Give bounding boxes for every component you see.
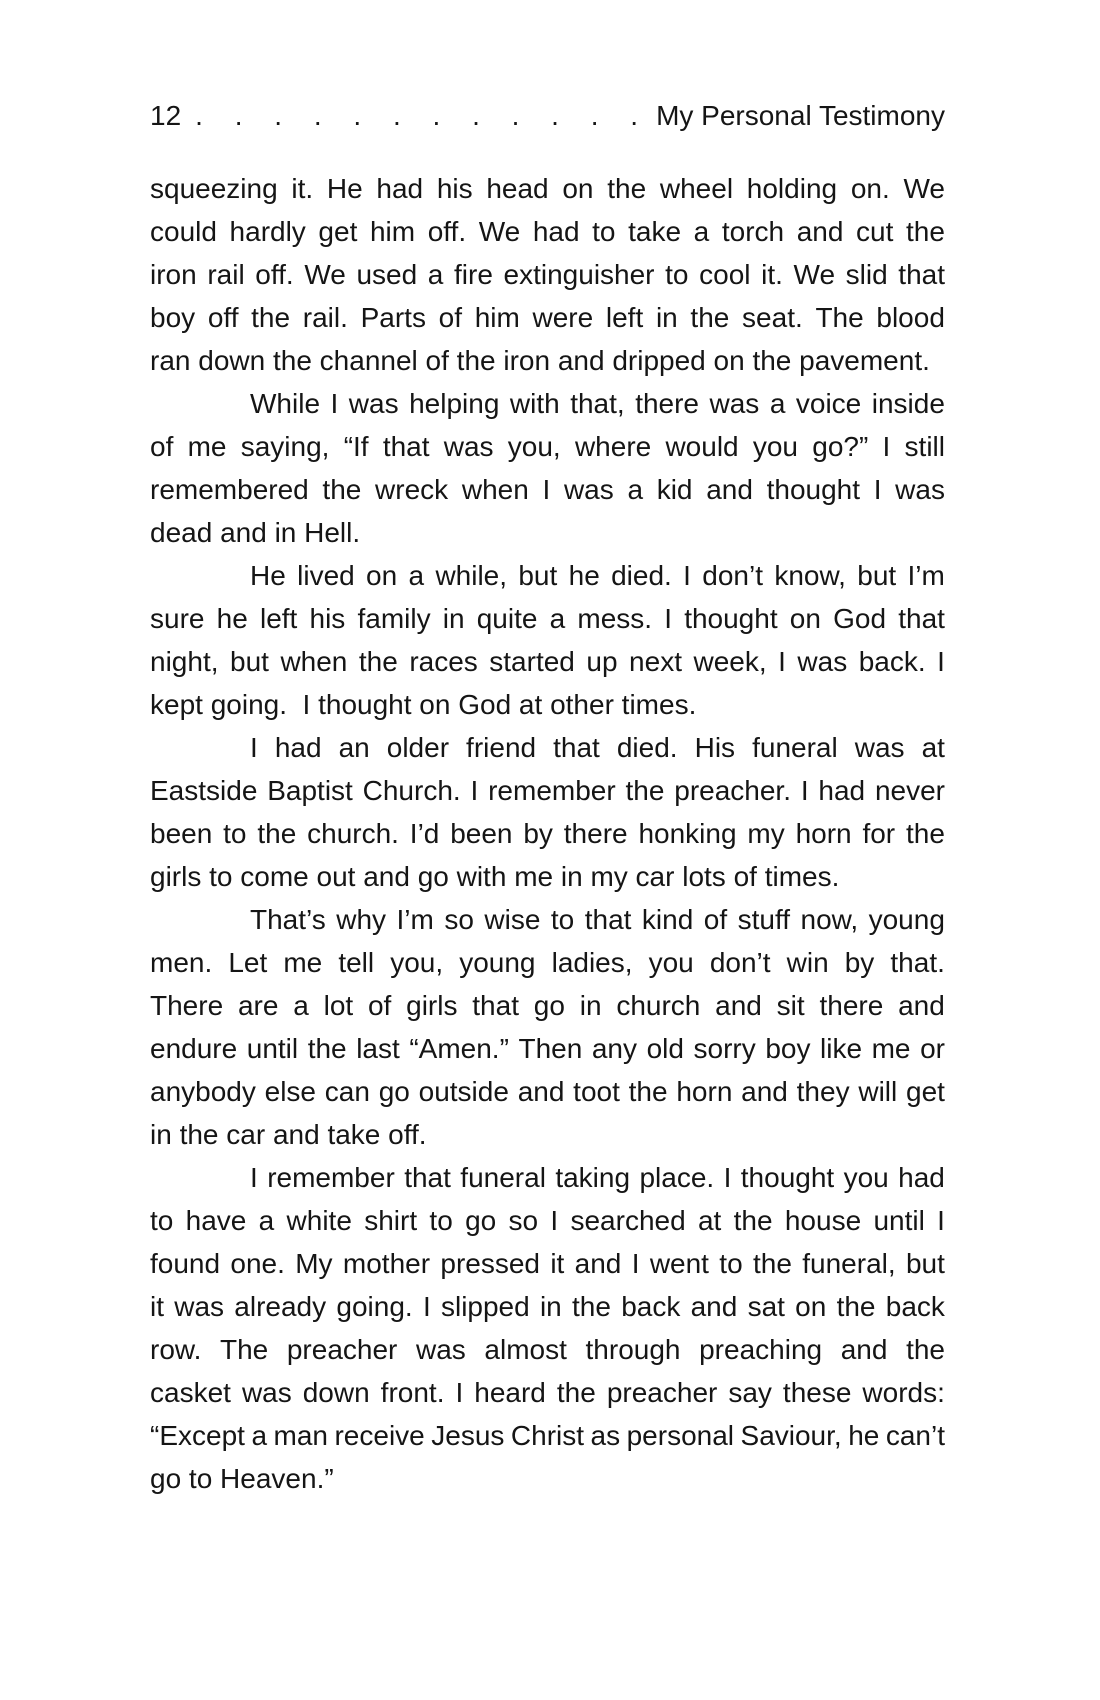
text-line: kept going. I thought on God at other times. — [150, 689, 697, 720]
text-line: found one. My mother pressed it and I went to the funeral, but — [150, 1248, 945, 1279]
text-line: to have a white shirt to go so I searched at the house until I — [150, 1205, 945, 1236]
text-line: of me saying, “If that was you, where would you go?” I still — [150, 431, 945, 462]
text-line: row. The preacher was almost through preaching and the — [150, 1334, 945, 1365]
text-line: in the car and take off. — [150, 1119, 427, 1150]
text-line: casket was down front. I heard the preacher say these words: — [150, 1377, 945, 1408]
running-title: My Personal Testimony — [656, 100, 945, 131]
text-line: ran down the channel of the iron and dripped on the pavement. — [150, 345, 930, 376]
text-line: I had an older friend that died. His funeral was at — [250, 732, 945, 763]
text-line: While I was helping with that, there was a voice inside — [250, 388, 945, 419]
text-line: There are a lot of girls that go in church and sit there and — [150, 990, 945, 1021]
text-line: squeezing it. He had his head on the wheel holding on. We — [150, 173, 945, 204]
text-line: That’s why I’m so wise to that kind of stuff now, young — [250, 904, 945, 935]
page-header — [150, 98, 945, 134]
page-number: 12 — [150, 100, 182, 131]
text-line: could hardly get him off. We had to take a torch and cut the — [150, 216, 945, 247]
text-line: remembered the wreck when I was a kid and thought I was — [150, 474, 945, 505]
page-body — [150, 167, 945, 1500]
dot-leader: . . . . . . . . . . . . — [195, 100, 639, 131]
text-line: been to the church. I’d been by there honking my horn for the — [150, 818, 945, 849]
text-line: dead and in Hell. — [150, 517, 361, 548]
text-line: girls to come out and go with me in my car lots of times. — [150, 861, 840, 892]
text-line: iron rail off. We used a fire extinguisher to cool it. We slid that — [150, 259, 945, 290]
text-line: I remember that funeral taking place. I thought you had — [250, 1162, 945, 1193]
text-line: sure he left his family in quite a mess. I thought on God that — [150, 603, 945, 634]
text-line: go to Heaven.” — [150, 1463, 334, 1494]
text-line: boy off the rail. Parts of him were left in the seat. The blood — [150, 302, 945, 333]
text-line: it was already going. I slipped in the back and sat on the back — [150, 1291, 945, 1322]
text-line: anybody else can go outside and toot the horn and they will get — [150, 1076, 945, 1107]
text-line: Eastside Baptist Church. I remember the preacher. I had never — [150, 775, 945, 806]
text-line: night, but when the races started up next week, I was back. I — [150, 646, 945, 677]
text-line: “Except a man receive Jesus Christ as personal Saviour, he can’t — [150, 1420, 945, 1451]
text-line: endure until the last “Amen.” Then any old sorry boy like me or — [150, 1033, 945, 1064]
text-line: men. Let me tell you, young ladies, you don’t win by that. — [150, 947, 945, 978]
text-line: He lived on a while, but he died. I don’t know, but I’m — [250, 560, 945, 591]
